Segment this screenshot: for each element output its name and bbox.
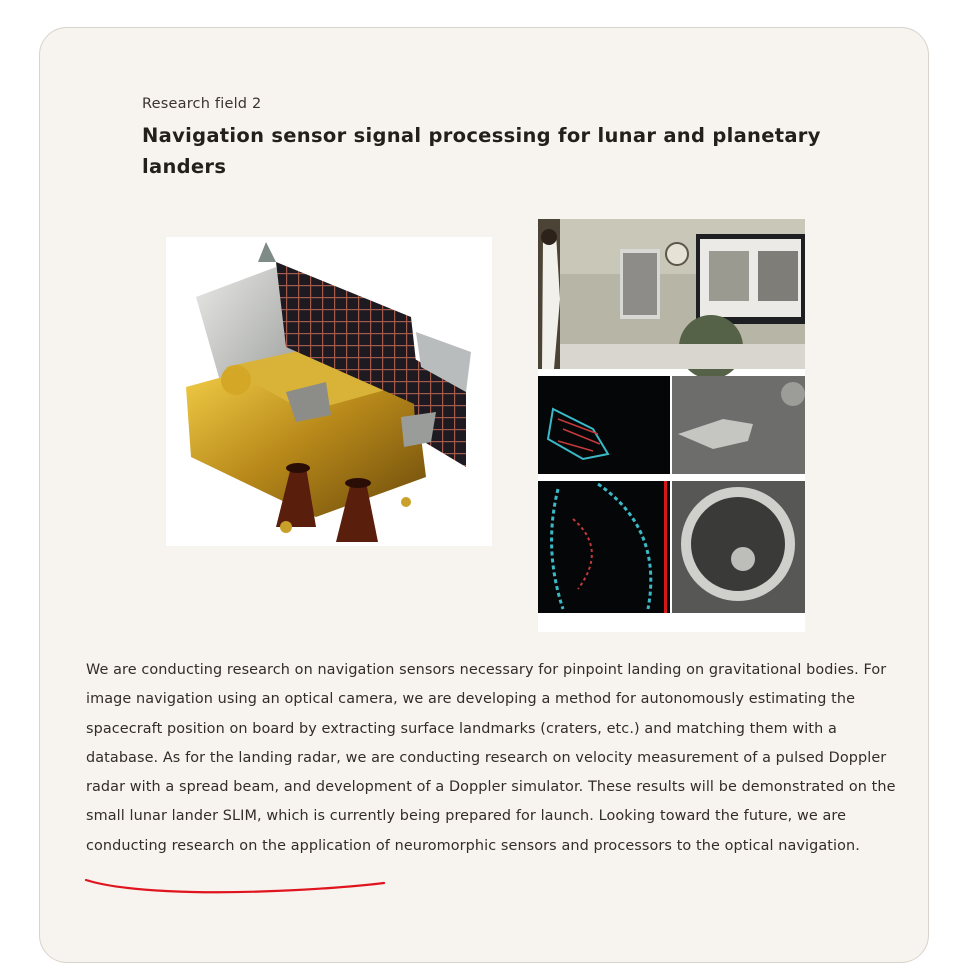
research-collage-icon (538, 219, 805, 632)
research-title: Navigation sensor signal processing for lunar and planetary landers (142, 124, 821, 178)
spacecraft-lander-illustration (166, 237, 492, 546)
body-text-part2: to the optical navigation. (672, 837, 860, 854)
body-text-part1: We are conducting research on navigation sensors necessary for pinpoint landing on gravitational bodies. For image navigation using an optical camera, we are developing a method for autonomously estimating the spacecraft position on board by extracting surface landmarks (craters, etc.) and matching them with a database. As for the landing radar, we are conducting research on velocity measurement of a pulsed Doppler radar with a spread beam, and development of a Doppler simulator. These results will be demonstrated on the small lunar lander SLIM, which is currently being prepared for launch. Looking toward the future, we are conducting research on the application of (86, 662, 896, 854)
highlighted-phrase: neuromorphic sensors and processors (394, 837, 673, 854)
research-photo-collage (538, 219, 805, 632)
red-underline-annotation (84, 874, 389, 900)
lander-icon (166, 237, 492, 546)
research-field-label: Research field 2 (142, 96, 262, 112)
body-paragraph (86, 656, 896, 861)
